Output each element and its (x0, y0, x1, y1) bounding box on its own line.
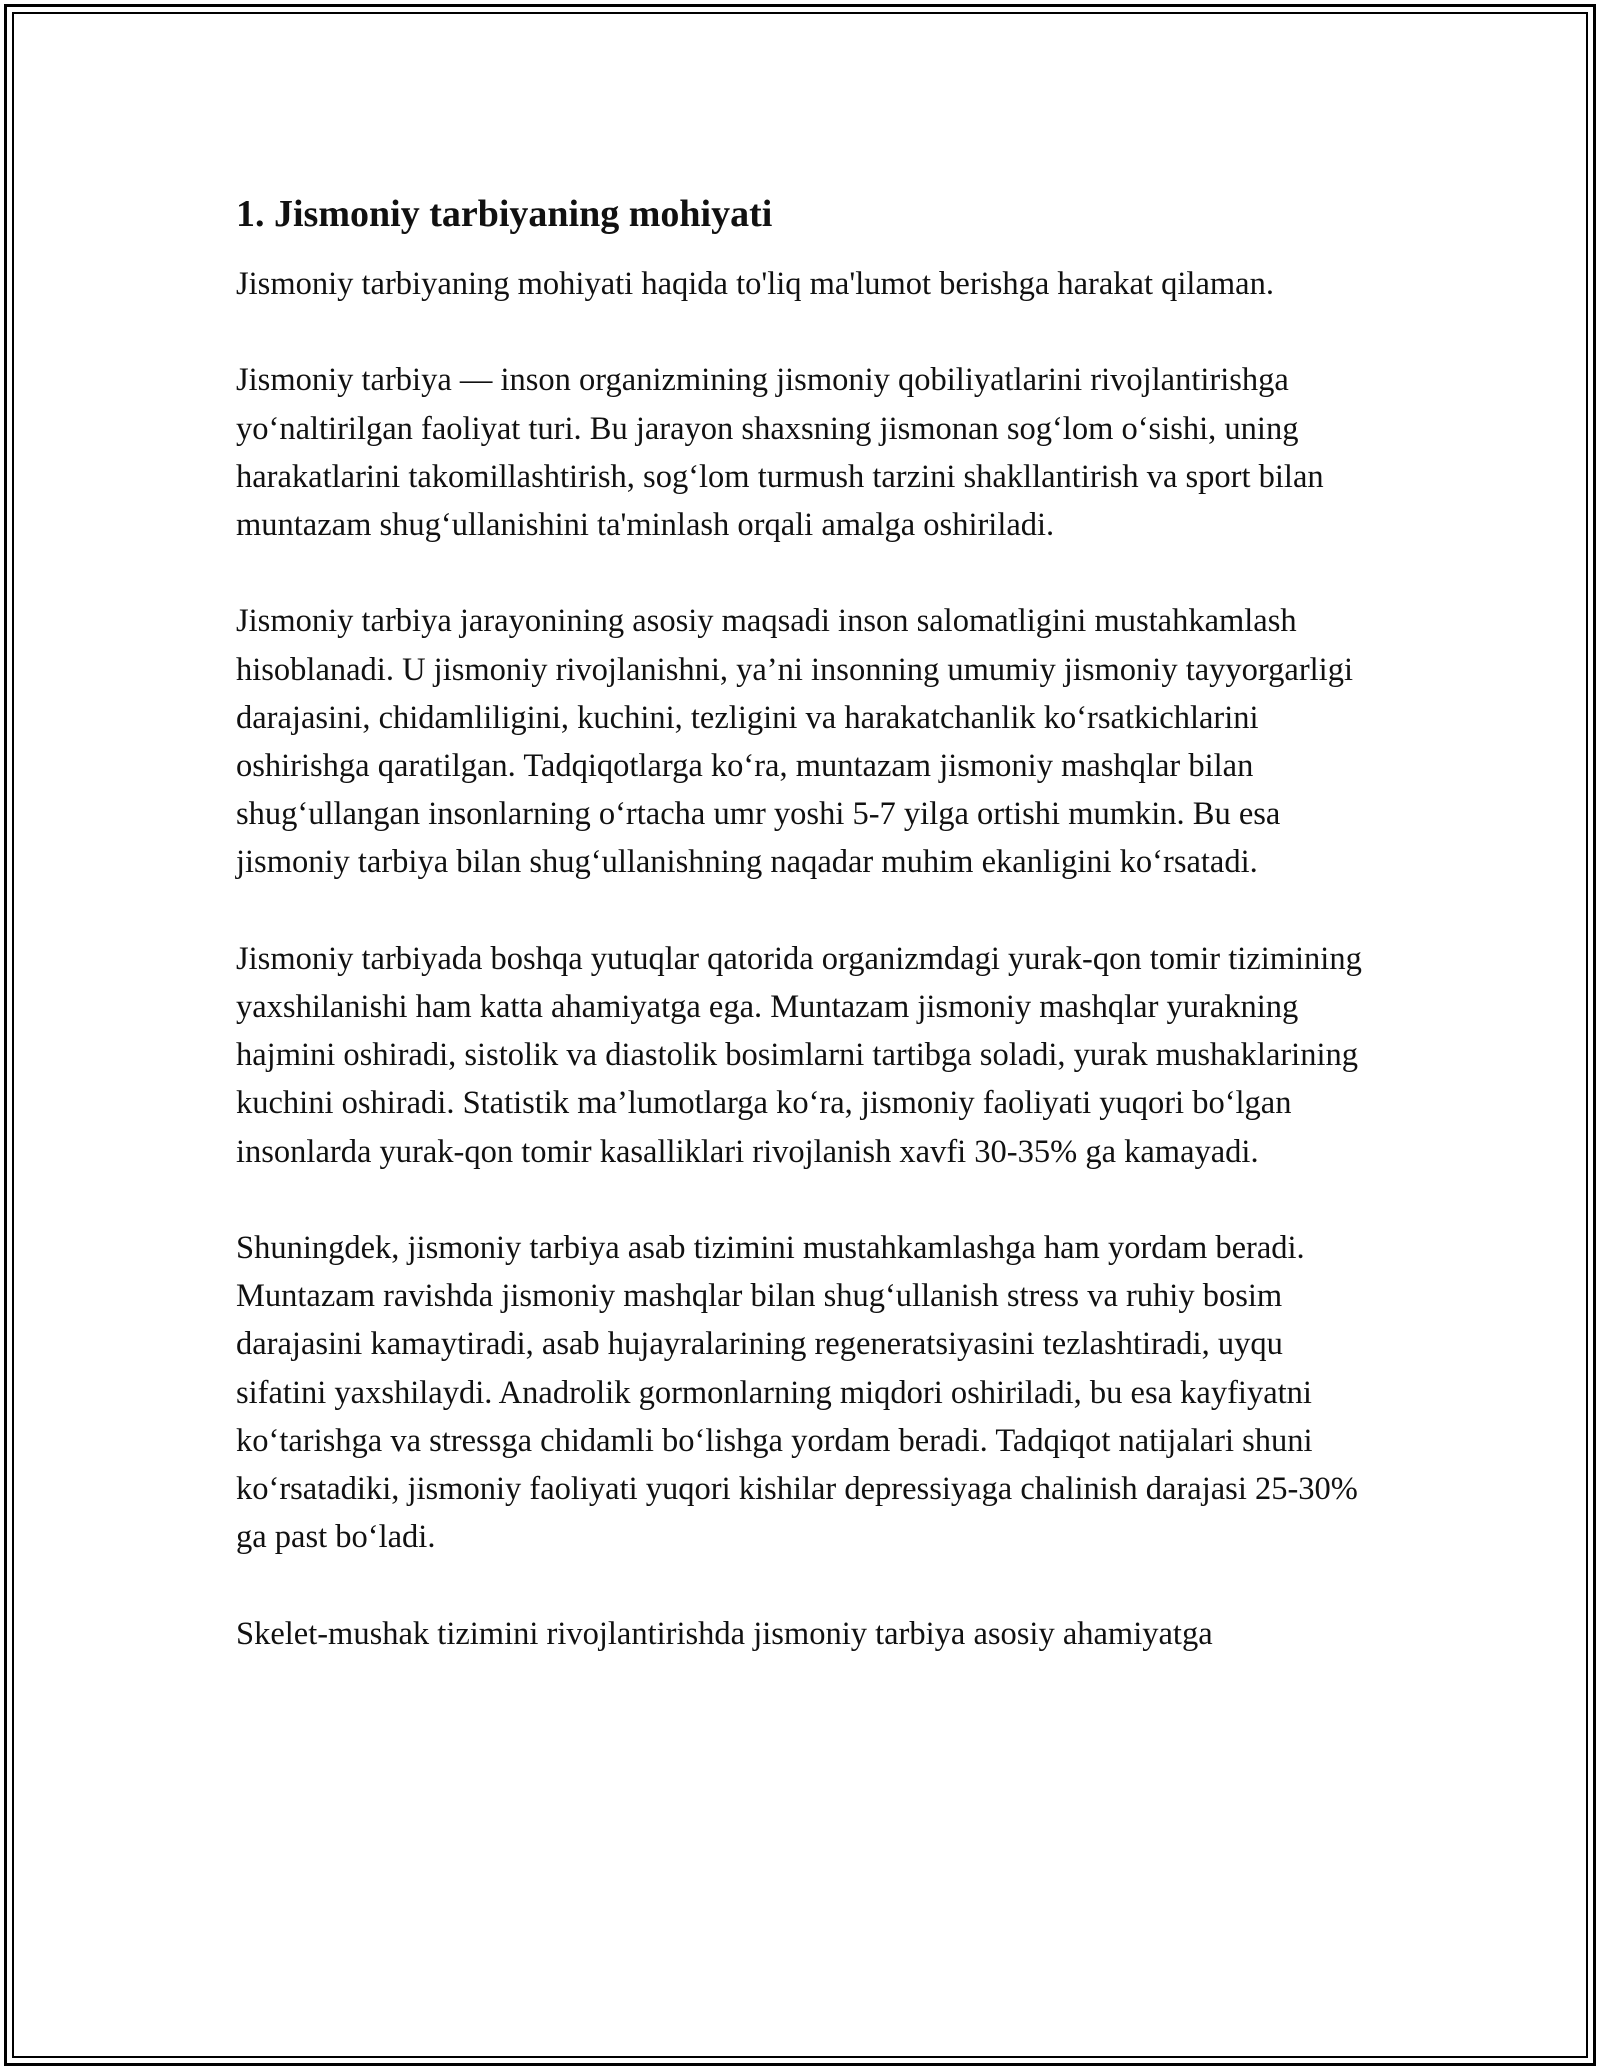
paragraph-6: Skelet-mushak tizimini rivojlantirishda jismoniy tarbiya asosiy ahamiyatga (236, 1615, 1213, 1652)
document-title: 1. Jismoniy tarbiyaning mohiyati (236, 193, 773, 235)
paragraph-5: Shuningdek, jismoniy tarbiya asab tizimini mustahkamlashga ham yordam beradi. Muntazam ravishda jismoniy mashqlar bilan shug‘ullanish stress va ruhiy bosim darajasini kamaytiradi, asab hujayralarining regeneratsiyasini tezlashtiradi, uyqu sifatini yaxshilaydi. Anadrolik gormonlarning miqdori oshiriladi, bu esa kayfiyatni ko‘tarishga va stressga chidamli bo‘lishga yordam beradi. Tadqiqot natijalari shuni ko‘rsatadiki, jismoniy faoliyati yuqori kishilar depressiyaga chalinish darajasi 25-30% ga past bo‘ladi. (236, 1230, 1358, 1556)
paragraph-1: Jismoniy tarbiyaning mohiyati haqida to'liq ma'lumot berishga harakat qilaman. (236, 266, 1274, 302)
document-body (236, 190, 1376, 1658)
paragraph-4: Jismoniy tarbiyada boshqa yutuqlar qatorida organizmdagi yurak-qon tomir tizimining yaxshilanishi ham katta ahamiyatga ega. Muntazam jismoniy mashqlar yurakning hajmini oshiradi, sistolik va diastolik bosimlarni tartibga soladi, yurak mushaklarining kuchini oshiradi. Statistik ma’lumotlarga ko‘ra, jismoniy faoliyati yuqori bo‘lgan insonlarda yurak-qon tomir kasalliklari rivojlanish xavfi 30-35% ga kamayadi. (236, 940, 1362, 1170)
paragraph-2: Jismoniy tarbiya — inson organizmining jismoniy qobiliyatlarini rivojlantirishga yo‘naltirilgan faoliyat turi. Bu jarayon shaxsning jismonan sog‘lom o‘sishi, uning harakatlarini takomillashtirish, sog‘lom turmush tarzini shakllantirish va sport bilan muntazam shug‘ullanishini ta'minlash orqali amalga oshiriladi. (236, 362, 1324, 543)
paragraph-3: Jismoniy tarbiya jarayonining asosiy maqsadi inson salomatligini mustahkamlash hisoblanadi. U jismoniy rivojlanishni, ya’ni insonning umumiy jismoniy tayyorgarligi darajasini, chidamliligini, kuchini, tezligini va harakatchanlik ko‘rsatkichlarini oshirishga qaratilgan. Tadqiqotlarga ko‘ra, muntazam jismoniy mashqlar bilan shug‘ullangan insonlarning o‘rtacha umr yoshi 5-7 yilga ortishi mumkin. Bu esa jismoniy tarbiya bilan shug‘ullanishning naqadar muhim ekanligini ko‘rsatadi. (236, 603, 1353, 881)
